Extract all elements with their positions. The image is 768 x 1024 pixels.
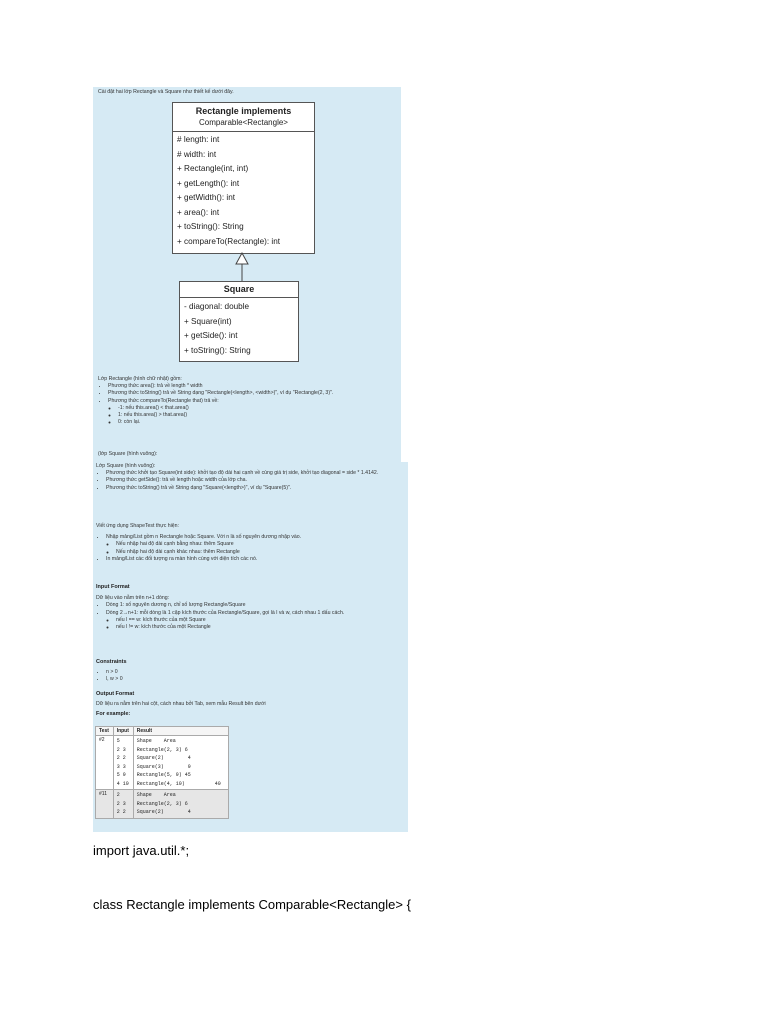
- uml-square-title: Square: [223, 284, 255, 294]
- rectangle-description: [98, 376, 398, 426]
- list-item: • Phương thức khởi tạo Square(int side): khởi tạo độ dài hai cạnh về cùng giá trị side, khởi tạo diagonal = side * 1.4142.: [106, 470, 404, 477]
- square-desc-heading-1: (lớp Square (hình vuông):: [98, 451, 158, 457]
- input-cell: 2 2 3 2 2: [113, 790, 133, 819]
- sub-list-item: ◦ nếu l != w: kích thước của một Rectangle: [116, 624, 404, 631]
- test-cell: #11: [96, 790, 114, 819]
- output-format-line: Dữ liệu ra nằm trên hai cột, cách nhau bởi Tab, xem mẫu Result bên dưới: [96, 701, 266, 708]
- input-format-heading: Input Format: [96, 584, 130, 590]
- sub-list-item: ◦ -1: nếu this.area() < that.area(): [118, 405, 398, 412]
- list-item: • Dòng 1: số nguyên dương n, chỉ số lượng Rectangle/Square: [106, 602, 404, 609]
- uml-rectangle-members: [173, 132, 314, 249]
- uml-member: + area(): int: [177, 207, 220, 217]
- sub-list-item: ◦ 0: còn lại.: [118, 419, 398, 426]
- column-header: Result: [133, 727, 228, 736]
- result-cell: Shape Area Rectangle(2, 3) 6 Square(2) 4: [133, 790, 228, 819]
- example-table: [95, 726, 229, 819]
- sub-list-item: ◦ nếu l == w: kích thước của một Square: [116, 617, 404, 624]
- uml-member: + Rectangle(int, int): [177, 164, 249, 173]
- uml-member: + getSide(): int: [184, 331, 238, 340]
- code-line-import: import java.util.*;: [93, 843, 190, 858]
- sub-list-item: ◦ Nếu nhập hai độ dài cạnh bằng nhau: thêm Square: [116, 541, 404, 548]
- list-item: • Phương thức toString() trả về String dạng "Square(<length>)", ví dụ "Square(5)".: [106, 485, 404, 492]
- uml-member: # length: int: [177, 135, 220, 144]
- output-format-heading: Output Format: [96, 691, 135, 697]
- table-header-row: [96, 727, 229, 736]
- uml-square-members: [180, 298, 298, 358]
- inheritance-arrow: [230, 252, 254, 282]
- list-item: • Nhập mảng/List gồm n Rectangle hoặc Square. Với n là số nguyên dương nhập vào. ◦ Nếu nhập hai độ dài cạnh bằng nhau: thêm Square ◦ Nếu nhập hai độ dài cạnh khác nhau: thêm Rectangle: [106, 534, 404, 556]
- uml-member: + getLength(): int: [177, 178, 240, 188]
- list-item: • Phương thức compareTo(Rectangle that) trả về: ◦ -1: nếu this.area() < that.area() ◦ 1: nếu this.area() > that.area() ◦ 0: còn lại.: [108, 398, 398, 427]
- list-item: • Phương thức area(): trả về length * width: [108, 383, 398, 390]
- sub-list-item: ◦ 1: nếu this.area() > that.area(): [118, 412, 398, 419]
- table-row: [96, 736, 229, 790]
- list-item: • Phương thức toString() trả về String dạng "Rectangle(<length>, <width>)", ví dụ "Rectangle(2, 3)".: [108, 390, 398, 397]
- input-cell: 5 2 3 2 2 3 3 5 9 4 10: [113, 736, 133, 790]
- uml-member: + getWidth(): int: [177, 193, 236, 202]
- uml-member: + toString(): String: [177, 222, 244, 231]
- code-line-class-decl: class Rectangle implements Comparable<Rectangle> {: [93, 897, 411, 912]
- app-description: [96, 523, 404, 563]
- list-item: • Dòng 2→n+1: mỗi dòng là 1 cặp kích thước của Rectangle/Square, gọi là l và w, cách nhau 1 dấu cách. ◦ nếu l == w: kích thước của một Square ◦ nếu l != w: kích thước của một Rectangle: [106, 610, 404, 632]
- uml-rectangle-subtitle: Comparable<Rectangle>: [199, 118, 288, 127]
- uml-rectangle-title: Rectangle implements: [195, 106, 292, 116]
- uml-rectangle-class: [172, 102, 315, 254]
- intro-text: Cài đặt hai lớp Rectangle và Square như thiết kế dưới đây.: [98, 89, 234, 95]
- uml-square-class: [179, 281, 299, 362]
- square-description: [96, 463, 404, 492]
- list-item: • l, w > 0: [106, 676, 404, 683]
- app-desc-heading: Viết ứng dụng ShapeTest thực hiện:: [96, 523, 179, 529]
- uml-square-header: [180, 282, 298, 298]
- input-format-section: [96, 584, 404, 631]
- constraints-heading: Constraints: [96, 659, 127, 665]
- list-item: • Phương thức getSide(): trả về length hoặc width của lớp cha.: [106, 477, 404, 484]
- square-desc-heading: Lớp Square (hình vuông):: [96, 463, 156, 469]
- list-item: • n > 0: [106, 669, 404, 676]
- sub-list-item: ◦ Nếu nhập hai độ dài cạnh khác nhau: thêm Rectangle: [116, 549, 404, 556]
- uml-member: - diagonal: double: [184, 302, 250, 311]
- test-cell: #2: [96, 736, 114, 790]
- output-format-section: [96, 691, 404, 719]
- uml-member: + toString(): String: [184, 345, 251, 355]
- for-example-label: For example:: [96, 711, 131, 718]
- list-item: • In mảng/List các đối tượng ra màn hình cùng với diện tích các nó.: [106, 556, 404, 563]
- input-format-line: Dữ liệu vào nằm trên n+1 dòng:: [96, 595, 170, 602]
- column-header: Input: [113, 727, 133, 736]
- uml-rectangle-header: [173, 103, 314, 132]
- uml-member: + Square(int): [184, 316, 232, 326]
- column-header: Test: [96, 727, 114, 736]
- constraints-section: [96, 659, 404, 684]
- uml-member: # width: int: [177, 149, 217, 159]
- table-row: [96, 790, 229, 819]
- rectangle-desc-heading: Lớp Rectangle (hình chữ nhật) gồm:: [98, 376, 182, 382]
- result-cell: Shape Area Rectangle(2, 3) 6 Square(2) 4 Square(3) 9 Rectangle(5, 9) 45 Rectangle(4, 10) 40: [133, 736, 228, 790]
- uml-member: + compareTo(Rectangle): int: [177, 236, 281, 246]
